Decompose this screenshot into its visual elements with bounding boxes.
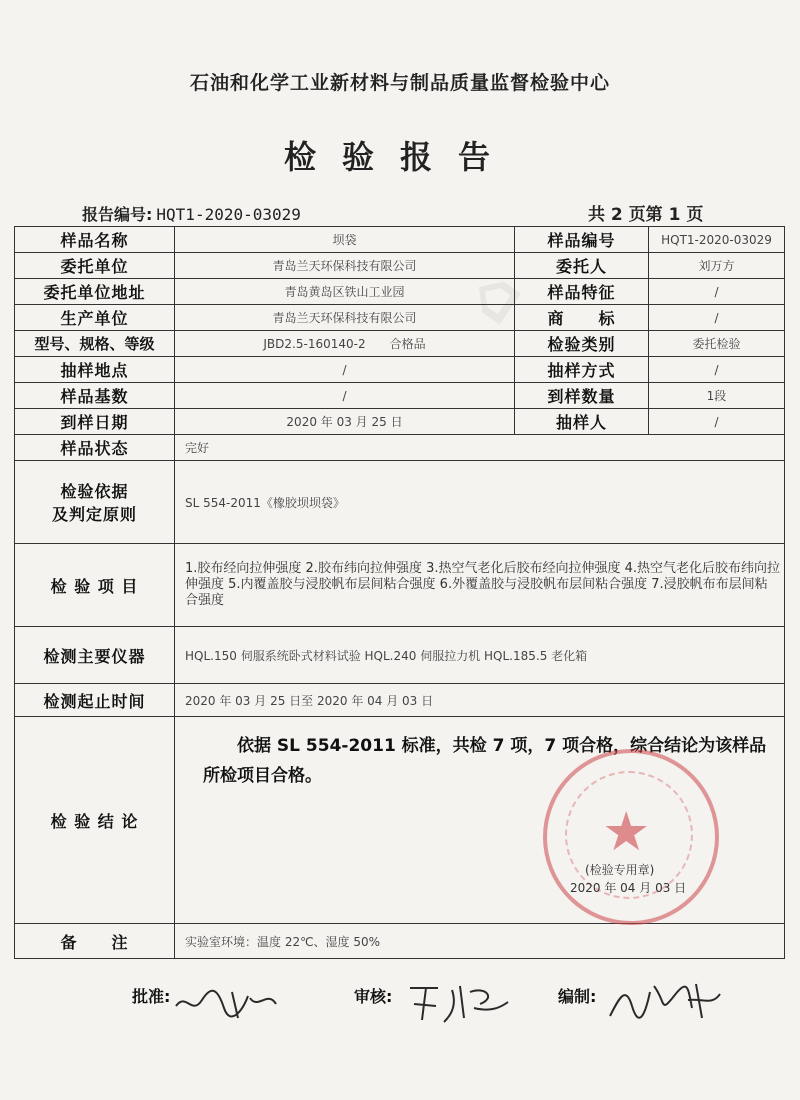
table-row (15, 544, 785, 627)
compile-label: 编制: (558, 987, 597, 1006)
sampling-method: / (649, 357, 785, 383)
table-row (15, 461, 785, 544)
sample-base: / (175, 383, 515, 409)
sample-base-label: 样品基数 (15, 383, 175, 409)
table-row (15, 435, 785, 461)
org-title: 石油和化学工业新材料与制品质量监督检验中心 (189, 72, 610, 94)
arrival-date: 2020 年 03 月 25 日 (175, 409, 515, 435)
basis-label (15, 461, 175, 544)
sampler: / (649, 409, 785, 435)
sample-feature: / (649, 279, 785, 305)
approve-signature (172, 982, 282, 1024)
test-type: 委托检验 (649, 331, 785, 357)
sampling-site-label: 抽样地点 (15, 357, 175, 383)
table-row (15, 253, 785, 279)
table-row (15, 684, 785, 717)
trademark-label: 商 标 (515, 305, 649, 331)
test-items: 1.胶布经向拉伸强度 2.胶布纬向拉伸强度 3.热空气老化后胶布经向拉伸强度 4.热空气老化后胶布纬向拉伸强度 5.内覆盖胶与浸胶帆布层间粘合强度 6.外覆盖胶与浸胶帆布层间粘合强度 7.浸胶帆布布层间粘合强度 (185, 561, 781, 608)
client: 青岛兰天环保科技有限公司 (175, 253, 515, 279)
conclusion-label: 检 验 结 论 (15, 717, 175, 924)
sample-state-label: 样品状态 (15, 435, 175, 461)
test-type-label: 检验类别 (515, 331, 649, 357)
trademark: / (649, 305, 785, 331)
client-person-label: 委托人 (515, 253, 649, 279)
period: 2020 年 03 月 25 日至 2020 年 04 月 03 日 (175, 684, 785, 717)
arrival-qty-label: 到样数量 (515, 383, 649, 409)
remark-label: 备 注 (15, 924, 175, 959)
report-number-value: HQT1-2020-03029 (156, 205, 301, 224)
arrival-qty: 1段 (649, 383, 785, 409)
sampling-method-label: 抽样方式 (515, 357, 649, 383)
client-addr-label: 委托单位地址 (15, 279, 175, 305)
conclusion-area (175, 731, 784, 937)
conclusion-text: 依据 SL 554-2011 标准，共检 7 项，7 项合格，综合结论为该样品所检项目合格。 (203, 736, 767, 786)
watermark: ⌂ (449, 257, 537, 337)
table-row (15, 717, 785, 924)
sampling-site: / (175, 357, 515, 383)
basis-label-line-2: 及判定原则 (51, 505, 137, 524)
page-count: 共 2 页第 1 页 (588, 205, 704, 225)
review-signature (404, 978, 514, 1026)
model-label: 型号、规格、等级 (15, 331, 175, 357)
approve-label: 批准: (132, 987, 171, 1006)
report-number (82, 202, 301, 225)
period-label: 检测起止时间 (15, 684, 175, 717)
sample-state: 完好 (175, 435, 785, 461)
client-addr: 青岛黄岛区铁山工业园 (175, 279, 515, 305)
arrival-date-label: 到样日期 (15, 409, 175, 435)
report-number-label: 报告编号: (82, 205, 153, 224)
sample-name: 坝袋 (175, 227, 515, 253)
table-row (15, 279, 785, 305)
producer: 青岛兰天环保科技有限公司 (175, 305, 515, 331)
sample-name-label: 样品名称 (15, 227, 175, 253)
table-row (15, 627, 785, 684)
review-label: 审核: (354, 987, 393, 1006)
conclusion-cell (175, 717, 785, 924)
table-row (15, 383, 785, 409)
doc-title: 检验报告 (283, 138, 516, 176)
items-label: 检 验 项 目 (15, 544, 175, 627)
compile-signature (604, 976, 724, 1026)
sampler-label: 抽样人 (515, 409, 649, 435)
seal-star-icon: ★ (602, 800, 651, 863)
table-row (15, 331, 785, 357)
sample-no-label: 样品编号 (515, 227, 649, 253)
instruments-label: 检测主要仪器 (15, 627, 175, 684)
sample-no: HQT1-2020-03029 (649, 227, 785, 253)
table-row (15, 305, 785, 331)
items-cell (175, 544, 785, 627)
producer-label: 生产单位 (15, 305, 175, 331)
report-table (14, 226, 785, 959)
instruments: HQL.150 伺服系统卧式材料试验 HQL.240 伺服拉力机 HQL.185.5 老化箱 (175, 627, 785, 684)
basis-label-line-1: 检验依据 (60, 482, 129, 501)
remark: 实验室环境：温度 22℃、湿度 50% (175, 924, 785, 959)
table-row (15, 409, 785, 435)
basis: SL 554-2011《橡胶坝坝袋》 (175, 461, 785, 544)
model: JBD2.5-160140-2 合格品 (175, 331, 515, 357)
table-row (15, 227, 785, 253)
client-person: 刘万方 (649, 253, 785, 279)
official-seal (543, 749, 719, 925)
client-label: 委托单位 (15, 253, 175, 279)
sample-feature-label: 样品特征 (515, 279, 649, 305)
seal-note: (检验专用章) (585, 863, 655, 877)
seal-date: 2020 年 04 月 03 日 (570, 881, 687, 895)
table-row (15, 357, 785, 383)
